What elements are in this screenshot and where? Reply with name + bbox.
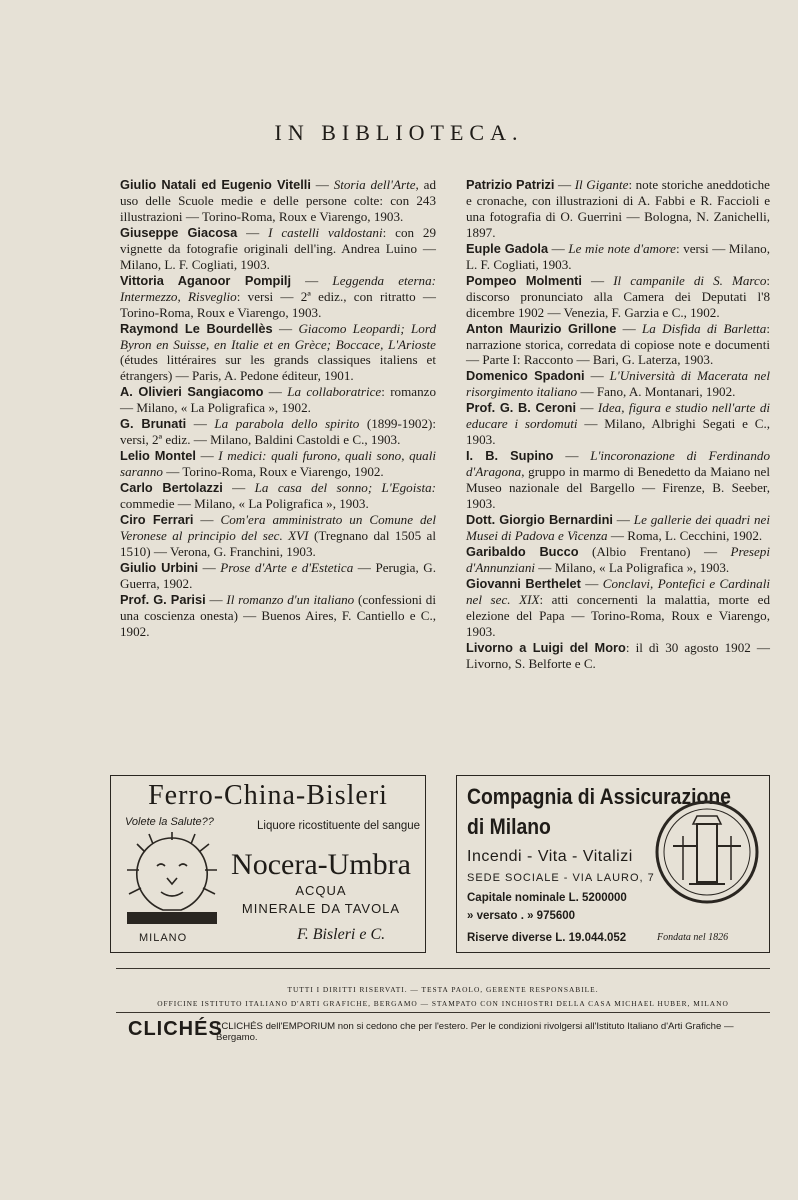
book-author: A. Olivieri Sangiacomo <box>120 384 264 400</box>
book-author: Pompeo Molmenti <box>466 272 582 288</box>
book-rest: : note storiche aneddotiche e cronache, con illustrazioni di A. Fabbi e R. Faccioli e una fotografia di O. Guerrini — Bologna, N. Zanichelli, 1897. <box>466 177 770 240</box>
book-entry <box>120 512 436 560</box>
book-author: Prof. G. B. Ceroni <box>466 400 577 416</box>
book-title: Giacomo Leopardi; Lord Byron en Suisse, en Italie et en Grèce; Boccace, L'Arioste <box>120 320 437 352</box>
book-title: La casa del sonno; L'Egoista: <box>254 480 436 496</box>
compagnia-paid: » versato . » 975600 <box>467 910 576 922</box>
book-author: Giulio Urbini <box>120 559 199 575</box>
footer-printer: OFFICINE ISTITUTO ITALIANO D'ARTI GRAFICHE, BERGAMO — STAMPATO CON INCHIOSTRI DELLA CASA MICHAEL HUBER, MILANO <box>157 999 729 1008</box>
bisleri-tagline: Liquore ricostituente del sangue <box>257 820 421 832</box>
book-title: L'Università di Macerata nel risorgimento italiano <box>466 368 771 400</box>
bisleri-ad <box>110 775 426 953</box>
book-entry <box>120 321 436 385</box>
cliches-note: I CLICHÉS dell'EMPORIUM non si cedono che per l'estero. Per le condizioni rivolgersi all'Istituto Italiano d'Arti Grafiche — Bergamo. <box>216 1021 734 1043</box>
book-author: Dott. Giorgio Bernardini <box>466 512 613 528</box>
compagnia-address: SEDE SOCIALE - VIA LAURO, 7 <box>467 872 655 884</box>
book-rest: il dì 30 agosto 1902 — Livorno, S. Belforte e C. <box>466 639 770 671</box>
book-title: Com'era amministrato un Comune del Veronese al principio del sec. XVI <box>120 512 437 543</box>
book-sep: — <box>548 240 569 256</box>
book-author: Patrizio Patrizi <box>466 177 555 192</box>
book-author: Ciro Ferrari <box>120 512 194 528</box>
compagnia-founded: Fondata nel 1826 <box>657 932 729 943</box>
book-entry <box>466 177 770 241</box>
compagnia-reserves: Riserve diverse L. 19.044.052 <box>467 932 627 944</box>
book-sep: : <box>625 639 636 655</box>
book-entry <box>120 384 436 416</box>
book-rest: — Roma, L. Cecchini, 1902. <box>607 527 763 543</box>
book-sep: — <box>584 368 610 384</box>
book-title: Il campanile di S. Marco <box>613 272 767 288</box>
book-sep: — <box>612 512 634 528</box>
book-rest: , gruppo in marmo di Benedetto da Maiano nel Museo nazionale del Bargello — Firenze, B. Seeber, 1903. <box>466 464 770 512</box>
advertisements <box>110 775 770 955</box>
book-title: Leggenda eterna: Intermezzo, Risveglio <box>120 272 437 304</box>
book-author: Giovanni Berthelet <box>466 575 581 591</box>
book-title: Prose d'Arte e d'Estetica <box>220 559 354 575</box>
book-author: Raymond Le Bourdellès <box>120 320 273 336</box>
book-rest: (études littéraires sur les grands classiques italiens et étrangers) — Paris, A. Pedone éditeur, 1901. <box>120 352 436 384</box>
book-rest: (Tregnano dal 1505 al 1510) — Verona, G. Franchini, 1903. <box>120 527 437 559</box>
footer-rights: TUTTI I DIRITTI RISERVATI. — TESTA PAOLO, GERENTE RESPONSABILE. <box>287 985 599 994</box>
book-sep: — <box>291 272 333 288</box>
bisleri-question: Volete la Salute?? <box>125 816 214 828</box>
book-author: Euple Gadola <box>466 240 549 256</box>
book-rest: : romanzo — Milano, « La Poligrafica », 1902. <box>120 384 437 416</box>
book-entry <box>466 512 770 544</box>
book-sep: — <box>195 448 219 464</box>
book-author: Prof. G. Parisi <box>120 591 206 607</box>
book-sep: — <box>272 320 299 336</box>
book-entry <box>120 177 436 225</box>
bisleri-brand: Ferro-China-Bisleri <box>148 780 388 811</box>
book-sep: — <box>580 575 603 591</box>
compagnia-lines: Incendi - Vita - Vitalizi <box>467 848 633 865</box>
book-entry <box>466 273 770 321</box>
book-entry <box>466 544 770 576</box>
nocera-product: Nocera-Umbra <box>231 848 411 881</box>
book-sep: (Albio Frentano) — <box>578 543 731 559</box>
compagnia-title-1: Compagnia di Assicurazione <box>467 784 731 809</box>
book-title: Il Gigante <box>574 177 629 192</box>
book-author: Livorno a Luigi del Moro <box>466 639 626 655</box>
nocera-description <box>221 882 421 918</box>
book-sep: — <box>222 480 255 496</box>
book-entry <box>120 448 436 480</box>
page-title: IN BIBLIOTECA. <box>274 120 524 145</box>
book-author: Domenico Spadoni <box>466 368 585 384</box>
lion-head-icon <box>123 830 221 926</box>
book-sep: — <box>263 384 288 400</box>
book-title: La collaboratrice <box>287 384 382 400</box>
book-author: Carlo Bertolazzi <box>120 480 223 496</box>
book-sep: — <box>198 559 221 575</box>
nocera-line-1: ACQUA <box>295 883 347 898</box>
book-rest: : versi — 2ª ediz., con ritratto — Torino-Roma, Roux e Viarengo, 1903. <box>120 288 436 320</box>
book-title: La Disfida di Barletta <box>642 320 767 336</box>
book-sep: — <box>186 416 215 432</box>
book-entry <box>466 241 770 273</box>
book-author: Giuseppe Giacosa <box>120 224 238 240</box>
compagnia-capital: Capitale nominale L. 5200000 <box>467 892 627 904</box>
book-entry <box>120 480 436 512</box>
book-rest: : versi — Milano, L. F. Cogliati, 1903. <box>466 240 770 272</box>
compagnia-ad <box>456 775 770 953</box>
book-author: G. Brunati <box>120 416 187 432</box>
book-rest: ad uso delle Scuole medie e delle persone colte: con 243 illustrazioni — Torino-Roma, Roux e Viarengo, 1903. <box>120 177 436 224</box>
book-rest: commedie — Milano, « La Poligrafica », 1903. <box>120 496 369 512</box>
compagnia-emblem-icon <box>653 784 761 934</box>
left-column <box>120 177 436 640</box>
book-entry <box>466 321 770 369</box>
book-sep: — <box>237 224 269 240</box>
book-title: Conclavi, Pontefici e Cardinali nel sec. XIX <box>466 575 770 607</box>
book-author: Anton Maurizio Grillone <box>466 320 617 336</box>
book-rest: : atti concernenti la malattia, morte ed elezione del Papa — Torino-Roma, Roux e Viarengo, 1903. <box>466 591 770 639</box>
book-title: Idea, figura e studio nell'arte di educare i sordomuti <box>466 400 770 432</box>
book-rest: — Perugia, G. Guerra, 1902. <box>120 559 437 591</box>
book-sep: — <box>581 272 614 288</box>
book-entry <box>466 576 770 640</box>
footer-rule-2 <box>116 1012 770 1013</box>
book-sep: — <box>554 177 575 192</box>
compagnia-title-2: di Milano <box>467 814 551 839</box>
book-title: Le mie note d'amore <box>568 240 676 256</box>
book-title: I medici: quali furono, quali sono, quali saranno <box>120 448 437 480</box>
book-entry <box>120 273 436 321</box>
footer-rule <box>116 968 770 969</box>
book-rest: (confessioni di una coscienza onesta) — Buenos Aires, F. Cantiello e C., 1902. <box>120 591 436 639</box>
cliches-label: CLICHÉS <box>128 1018 223 1040</box>
book-rest: : discorso pronunciato alla Camera dei Deputati l'8 dicembre 1902 — Venezia, F. Garzia e C., 1902. <box>466 272 771 320</box>
book-entry <box>466 640 770 672</box>
book-author: Giulio Natali ed Eugenio Vitelli <box>120 177 311 192</box>
book-author: Vittoria Aganoor Pompilj <box>120 272 292 288</box>
book-entry <box>120 416 436 448</box>
book-title: Le gallerie dei quadri nei Musei di Padova e Vicenza <box>466 512 770 543</box>
book-rest: — Milano, « La Poligrafica », 1903. <box>535 559 730 575</box>
book-sep: — <box>616 320 643 336</box>
book-author: Lelio Montel <box>120 448 196 464</box>
book-title: Storia dell'Arte, <box>333 177 419 192</box>
book-rest: — Milano, Albrighi Segati e C., 1903. <box>466 416 770 448</box>
book-rest: : con 29 vignette da fotografie originali dell'ing. Andrea Luino — Milano, L. F. Cogliati, 1903. <box>120 224 437 272</box>
book-sep: — <box>205 591 227 607</box>
book-rest: : narrazione storica, corredata di copiose note e documenti — Parte I: Racconto — Bari, G. Laterza, 1903. <box>466 320 770 368</box>
book-sep: — <box>553 448 591 464</box>
book-rest: (1899-1902): versi, 2ª ediz. — Milano, Baldini Castoldi e C., 1903. <box>120 416 436 448</box>
right-column <box>466 177 770 672</box>
book-entry <box>466 368 770 400</box>
book-entry <box>120 560 436 592</box>
book-entry <box>120 225 436 273</box>
book-author: Garibaldo Bucco <box>466 543 579 559</box>
book-entry <box>466 448 770 512</box>
book-title: L'incoronazione di Ferdinando d'Aragona <box>466 448 770 480</box>
book-author: I. B. Supino <box>466 448 554 464</box>
bisleri-signature: F. Bisleri e C. <box>297 926 386 943</box>
book-entry <box>120 592 436 640</box>
book-sep: — <box>310 177 334 192</box>
book-entry <box>466 400 770 448</box>
book-rest: — Torino-Roma, Roux e Viarengo, 1902. <box>162 464 384 480</box>
book-sep: — <box>576 400 598 416</box>
book-title: I castelli valdostani <box>268 224 383 240</box>
book-rest: — Fano, A. Montanari, 1902. <box>577 384 736 400</box>
book-title: Presepi d'Annunziani <box>466 543 770 575</box>
book-title: Il romanzo d'un italiano <box>226 591 355 607</box>
bisleri-city: MILANO <box>139 932 188 944</box>
book-title: La parabola dello spirito <box>214 416 360 432</box>
nocera-line-2: MINERALE DA TAVOLA <box>241 901 401 916</box>
book-sep: — <box>193 512 221 528</box>
